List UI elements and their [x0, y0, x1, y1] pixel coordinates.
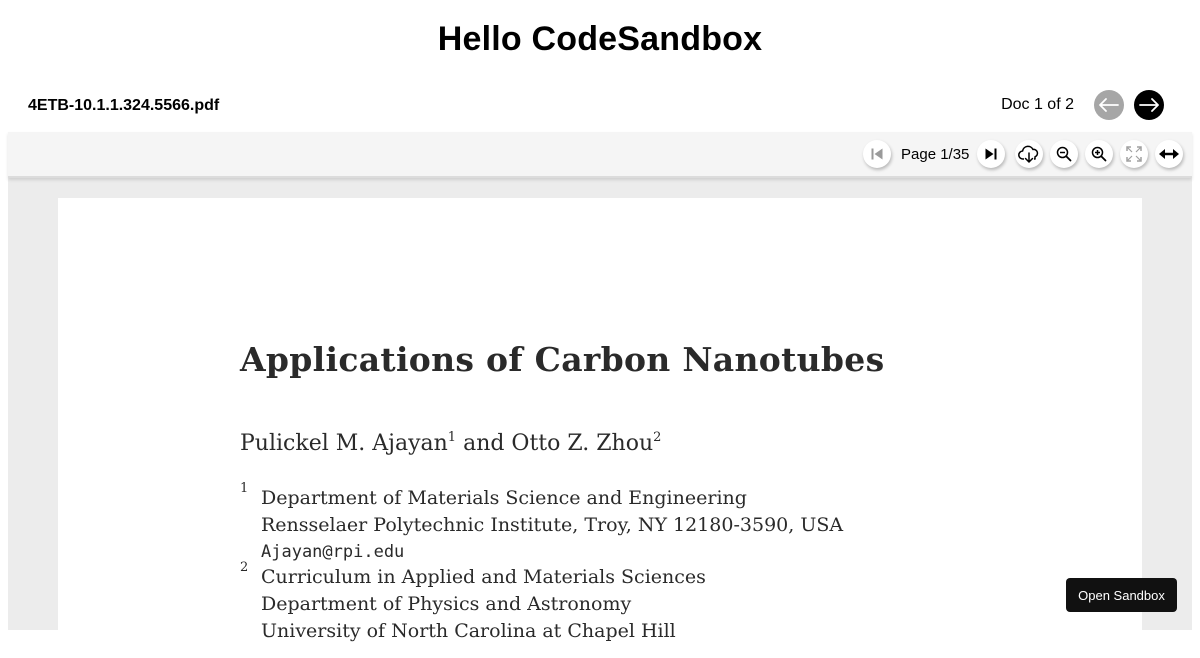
next-document-button[interactable]: [1134, 90, 1164, 120]
download-icon: [1018, 145, 1040, 163]
affiliation-line: Department of Physics and Astronomy: [261, 593, 632, 615]
app-title: Hello CodeSandbox: [437, 20, 763, 58]
arrow-right-icon: [1139, 98, 1159, 112]
last-page-button[interactable]: [977, 140, 1005, 168]
previous-document-button[interactable]: [1094, 90, 1124, 120]
author-superscript: 2: [653, 430, 662, 445]
document-counter: Doc 1 of 2: [1001, 96, 1074, 113]
author-superscript: 1: [447, 430, 457, 445]
fullscreen-icon: [1126, 146, 1142, 162]
affiliation-number: 1: [240, 481, 249, 496]
zoom-in-button[interactable]: [1085, 140, 1113, 168]
view-controls: [1008, 140, 1183, 168]
zoom-out-icon: [1056, 146, 1072, 162]
fit-width-button[interactable]: [1155, 140, 1183, 168]
fit-width-icon: [1158, 147, 1180, 161]
affiliation-line: University of North Carolina at Chapel Hill: [261, 620, 676, 642]
document-header: [28, 88, 1164, 124]
affiliation-line: Rensselaer Polytechnic Institute, Troy, NY 12180-3590, USA: [261, 514, 844, 536]
zoom-in-icon: [1091, 146, 1107, 162]
author-name: Pulickel M. Ajayan: [240, 431, 448, 456]
paper-authors: [240, 430, 661, 456]
affiliation: [240, 481, 844, 565]
affiliation-line: Department of Materials Science and Engineering: [261, 487, 747, 509]
author-name: and Otto Z. Zhou: [456, 431, 654, 456]
download-button[interactable]: [1015, 140, 1043, 168]
pdf-page: [58, 198, 1142, 658]
pdf-viewer: [8, 132, 1192, 642]
document-filename: 4ETB-10.1.1.324.5566.pdf: [28, 97, 220, 114]
zoom-out-button[interactable]: [1050, 140, 1078, 168]
affiliation-number: 2: [240, 560, 249, 575]
affiliation-email: Ajayan@rpi.edu: [261, 542, 405, 562]
document-navigation: [1001, 90, 1164, 120]
last-page-icon: [984, 147, 998, 161]
affiliation-line: Curriculum in Applied and Materials Sciences: [261, 566, 706, 588]
arrow-left-icon: [1099, 98, 1119, 112]
first-page-button[interactable]: [863, 140, 891, 168]
first-page-icon: [870, 147, 884, 161]
affiliation: [240, 560, 706, 645]
open-sandbox-button[interactable]: Open Sandbox: [1066, 578, 1177, 612]
viewer-toolbar: [8, 132, 1192, 178]
page-navigation: [856, 140, 1005, 168]
fullscreen-button[interactable]: [1120, 140, 1148, 168]
paper-title: Applications of Carbon Nanotubes: [240, 340, 885, 379]
page-indicator: Page 1/35: [901, 145, 970, 163]
